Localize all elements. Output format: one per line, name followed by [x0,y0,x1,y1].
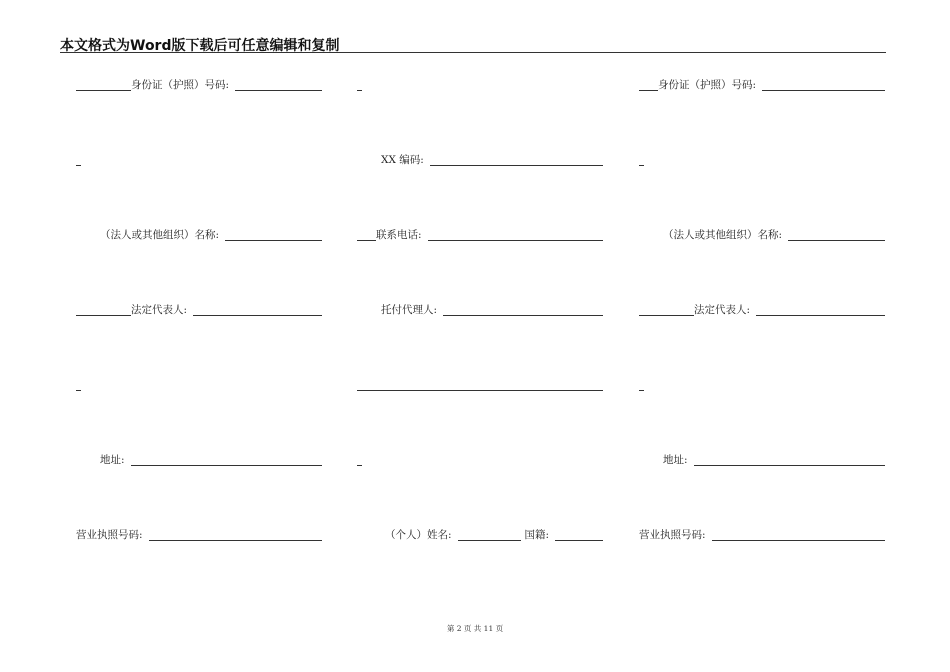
agent-field[interactable] [443,304,603,316]
blank-dash [76,154,81,166]
phone-field[interactable] [428,229,603,241]
full-blank-row [357,379,603,391]
address-row [639,454,885,466]
blank-dash [357,454,362,466]
blank-dash [639,154,644,166]
license-row [76,529,322,541]
license-label: 营业执照号码: [76,529,143,541]
blank-dash [357,79,362,91]
xx-code-row [357,154,603,166]
page-header-title: 本文格式为Word版下载后可任意编辑和复制 [60,38,340,54]
blank-dash [639,379,644,391]
address-label: 地址: [100,454,125,466]
blank-line[interactable] [76,79,131,91]
org-name-field[interactable] [788,229,885,241]
phone-row [357,229,603,241]
legal-rep-label: 法定代表人: [694,304,751,316]
org-name-row [76,229,322,241]
license-field[interactable] [712,529,885,541]
agent-row [357,304,603,316]
continuation-row [76,379,322,391]
address-field[interactable] [694,454,885,466]
license-field[interactable] [149,529,322,541]
address-row [76,454,322,466]
header-divider [60,52,886,53]
blank-line[interactable] [76,304,131,316]
continuation-row [639,154,885,166]
org-name-field[interactable] [225,229,322,241]
person-name-row [357,529,603,541]
agent-label: 托付代理人: [381,304,438,316]
blank-line[interactable] [639,304,694,316]
page-number: 第 2 页 共 11 页 [446,624,504,633]
blank-line[interactable] [357,229,376,241]
id-number-label: 身份证（护照）号码: [658,79,757,91]
continuation-row [357,79,603,91]
xx-code-label: XX 编码: [381,154,424,166]
nationality-label: 国籍: [524,529,550,541]
full-blank-line[interactable] [357,379,603,391]
address-field[interactable] [131,454,322,466]
legal-rep-field[interactable] [193,304,322,316]
org-name-row [639,229,885,241]
continuation-row [76,154,322,166]
id-number-field[interactable] [235,79,322,91]
continuation-row [357,454,603,466]
org-name-label: （法人或其他组织）名称: [663,229,783,241]
person-name-label: （个人）姓名: [385,529,452,541]
license-row [639,529,885,541]
legal-rep-field[interactable] [756,304,885,316]
legal-rep-label: 法定代表人: [131,304,188,316]
nationality-field[interactable] [555,529,603,541]
license-label: 营业执照号码: [639,529,706,541]
legal-rep-row [639,304,885,316]
legal-rep-row [76,304,322,316]
id-number-row [76,79,322,91]
phone-label: 联系电话: [376,229,422,241]
id-number-field[interactable] [762,79,885,91]
blank-dash [76,379,81,391]
org-name-label: （法人或其他组织）名称: [100,229,220,241]
person-name-field[interactable] [458,529,521,541]
xx-code-field[interactable] [430,154,603,166]
address-label: 地址: [663,454,688,466]
continuation-row [639,379,885,391]
blank-line[interactable] [639,79,658,91]
id-number-row [639,79,885,91]
id-number-label: 身份证（护照）号码: [131,79,230,91]
